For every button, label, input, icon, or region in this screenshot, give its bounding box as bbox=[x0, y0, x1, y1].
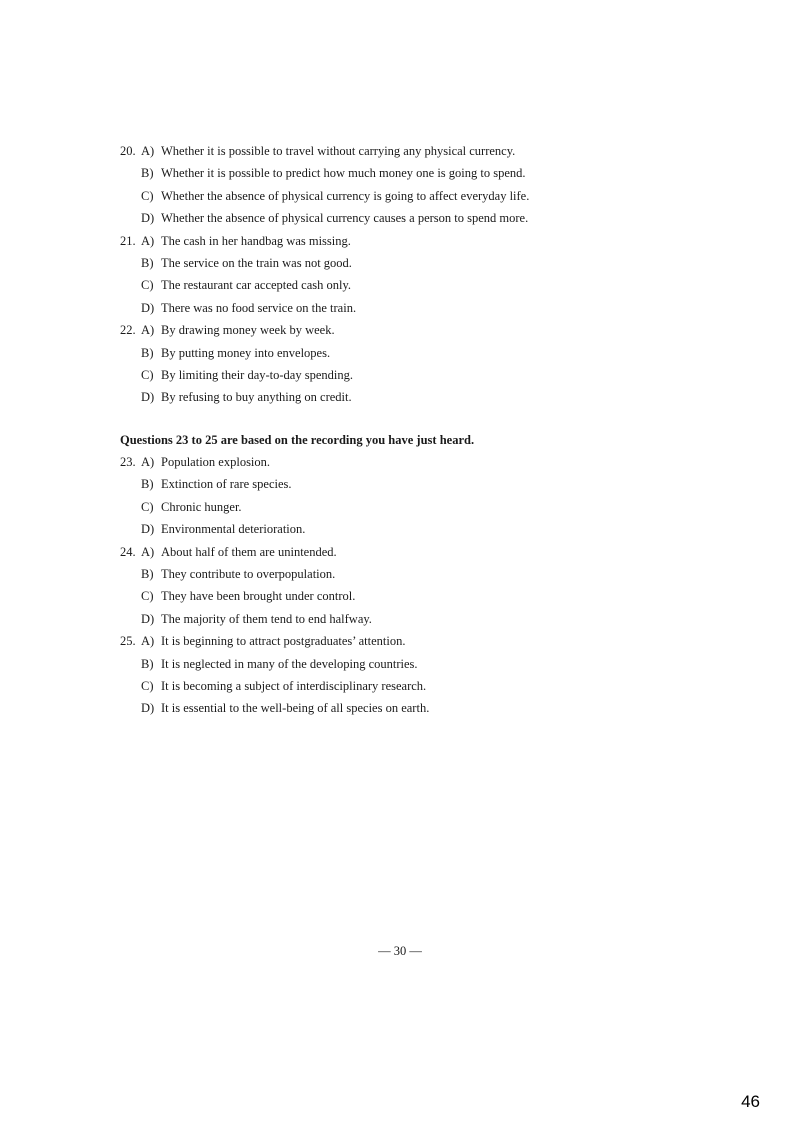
question-23-option-c bbox=[120, 496, 720, 518]
option-letter: C) bbox=[141, 589, 154, 604]
option-text: Whether it is possible to travel without carrying any physical currency. bbox=[161, 144, 516, 158]
option-text: By drawing money week by week. bbox=[161, 323, 335, 338]
corner-page-number: 46 bbox=[741, 1092, 760, 1111]
option-letter: A) bbox=[141, 634, 155, 649]
option-text: By putting money into envelopes. bbox=[161, 345, 331, 360]
question-22-option-d bbox=[120, 386, 720, 408]
question-21-option-d bbox=[120, 297, 720, 319]
option-letter: B) bbox=[141, 567, 154, 582]
option-text: By refusing to buy anything on credit. bbox=[161, 390, 352, 405]
option-text: Extinction of rare species. bbox=[161, 477, 292, 492]
question-23-option-a bbox=[120, 451, 720, 473]
question-22-option-c bbox=[120, 364, 720, 386]
question-24-option-c bbox=[120, 585, 720, 607]
option-letter: B) bbox=[141, 477, 154, 492]
question-22-option-a bbox=[120, 319, 720, 341]
option-text: The majority of them tend to end halfway. bbox=[161, 611, 372, 626]
option-text: They contribute to overpopulation. bbox=[161, 567, 336, 582]
question-21-option-a bbox=[120, 230, 720, 252]
option-letter: C) bbox=[141, 678, 154, 693]
footer-page-number: — 30 — bbox=[378, 944, 422, 958]
option-letter: D) bbox=[141, 300, 155, 315]
question-20-option-d bbox=[120, 207, 720, 229]
question-list bbox=[120, 140, 720, 720]
question-number: 23. bbox=[120, 455, 136, 470]
option-letter: D) bbox=[141, 522, 155, 537]
option-letter: D) bbox=[141, 701, 155, 716]
option-text: Whether the absence of physical currency is going to affect everyday life. bbox=[161, 188, 530, 203]
question-21-option-c bbox=[120, 274, 720, 296]
option-text: It is essential to the well-being of all species on earth. bbox=[161, 701, 430, 716]
option-text: The service on the train was not good. bbox=[161, 255, 352, 270]
option-letter: D) bbox=[141, 390, 155, 405]
option-text: Environmental deterioration. bbox=[161, 522, 306, 537]
option-letter: B) bbox=[141, 255, 154, 270]
question-20-option-b bbox=[120, 162, 720, 184]
question-21-option-b bbox=[120, 252, 720, 274]
option-text: It is becoming a subject of interdisciplinary research. bbox=[161, 678, 427, 693]
question-25-option-d bbox=[120, 697, 720, 719]
question-number: 25. bbox=[120, 634, 136, 649]
option-text: Whether it is possible to predict how much money one is going to spend. bbox=[161, 166, 526, 181]
option-text: Whether the absence of physical currency causes a person to spend more. bbox=[161, 211, 529, 226]
option-letter: D) bbox=[141, 211, 155, 226]
section-heading: Questions 23 to 25 are based on the recording you have just heard. bbox=[120, 432, 475, 447]
question-23-option-d bbox=[120, 518, 720, 540]
option-text: There was no food service on the train. bbox=[161, 300, 357, 315]
option-letter: C) bbox=[141, 499, 154, 514]
question-22-option-b bbox=[120, 342, 720, 364]
option-text: They have been brought under control. bbox=[161, 589, 356, 604]
question-number: 22. bbox=[120, 323, 136, 338]
option-letter: C) bbox=[141, 278, 154, 293]
question-24-option-a bbox=[120, 541, 720, 563]
option-text: About half of them are unintended. bbox=[161, 544, 337, 559]
option-text: The cash in her handbag was missing. bbox=[161, 233, 351, 248]
option-letter: A) bbox=[141, 144, 155, 158]
option-text: Chronic hunger. bbox=[161, 499, 242, 514]
option-letter: A) bbox=[141, 455, 155, 470]
option-text: Population explosion. bbox=[161, 455, 271, 470]
option-letter: D) bbox=[141, 611, 155, 626]
option-text: By limiting their day-to-day spending. bbox=[161, 367, 353, 382]
question-25-option-c bbox=[120, 675, 720, 697]
question-number: 24. bbox=[120, 544, 136, 559]
question-24-option-d bbox=[120, 608, 720, 630]
question-20-option-a bbox=[120, 140, 720, 162]
question-24-option-b bbox=[120, 563, 720, 585]
question-number: 20. bbox=[120, 144, 136, 158]
option-letter: B) bbox=[141, 345, 154, 360]
option-letter: B) bbox=[141, 166, 154, 181]
question-number: 21. bbox=[120, 233, 136, 248]
question-23-option-b bbox=[120, 473, 720, 495]
option-text: It is beginning to attract postgraduates’ attention. bbox=[161, 634, 406, 649]
question-25-option-a bbox=[120, 630, 720, 652]
option-letter: C) bbox=[141, 367, 154, 382]
option-letter: B) bbox=[141, 656, 154, 671]
option-text: The restaurant car accepted cash only. bbox=[161, 278, 352, 293]
option-letter: A) bbox=[141, 544, 155, 559]
option-letter: A) bbox=[141, 233, 155, 248]
question-25-option-b bbox=[120, 653, 720, 675]
option-text: It is neglected in many of the developing countries. bbox=[161, 656, 418, 671]
question-20-option-c bbox=[120, 185, 720, 207]
option-letter: C) bbox=[141, 188, 154, 203]
option-letter: A) bbox=[141, 323, 155, 338]
